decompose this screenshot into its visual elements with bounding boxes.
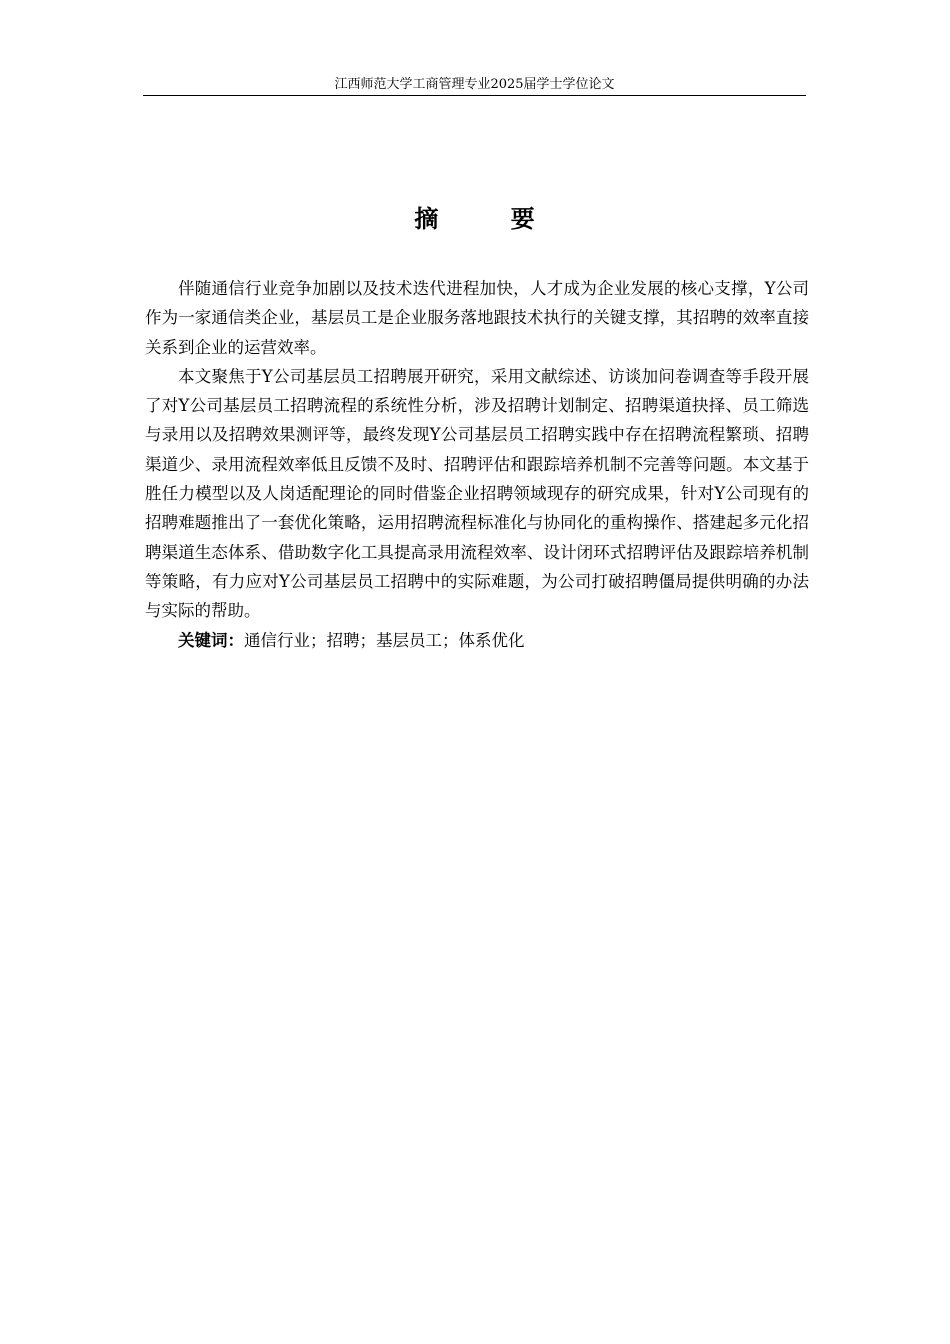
keywords-line <box>145 626 809 655</box>
keywords-label: 关键词： <box>178 630 244 650</box>
running-header: 江西师范大学工商管理专业2025届学士学位论文 <box>334 77 615 92</box>
abstract-paragraph-1: 伴随通信行业竞争加剧以及技术迭代进程加快，人才成为企业发展的核心支撑，Y公司作为一家通信类企业，基层员工是企业服务落地跟技术执行的关键支撑，其招聘的效率直接关系到企业的运营效率。 <box>145 279 809 357</box>
abstract-title: 摘 要 <box>414 205 567 233</box>
keywords-list: 通信行业；招聘；基层员工；体系优化 <box>244 630 525 650</box>
header-divider <box>143 95 806 96</box>
abstract-body <box>145 274 809 655</box>
abstract-paragraph-2: 本文聚焦于Y公司基层员工招聘展开研究，采用文献综述、访谈加问卷调查等手段开展了对Y公司基层员工招聘流程的系统性分析，涉及招聘计划制定、招聘渠道抉择、员工筛选与录用以及招聘效果测评等，最终发现Y公司基层员工招聘实践中存在招聘流程繁琐、招聘渠道少、录用流程效率低且反馈不及时、招聘评估和跟踪培养机制不完善等问题。本文基于胜任力模型以及人岗适配理论的同时借鉴企业招聘领域现存的研究成果，针对Y公司现有的招聘难题推出了一套优化策略，运用招聘流程标准化与协同化的重构操作、搭建起多元化招聘渠道生态体系、借助数字化工具提高录用流程效率、设计闭环式招聘评估及跟踪培养机制等策略，有力应对Y公司基层员工招聘中的实际难题，为公司打破招聘僵局提供明确的办法与实际的帮助。 <box>145 366 809 621</box>
